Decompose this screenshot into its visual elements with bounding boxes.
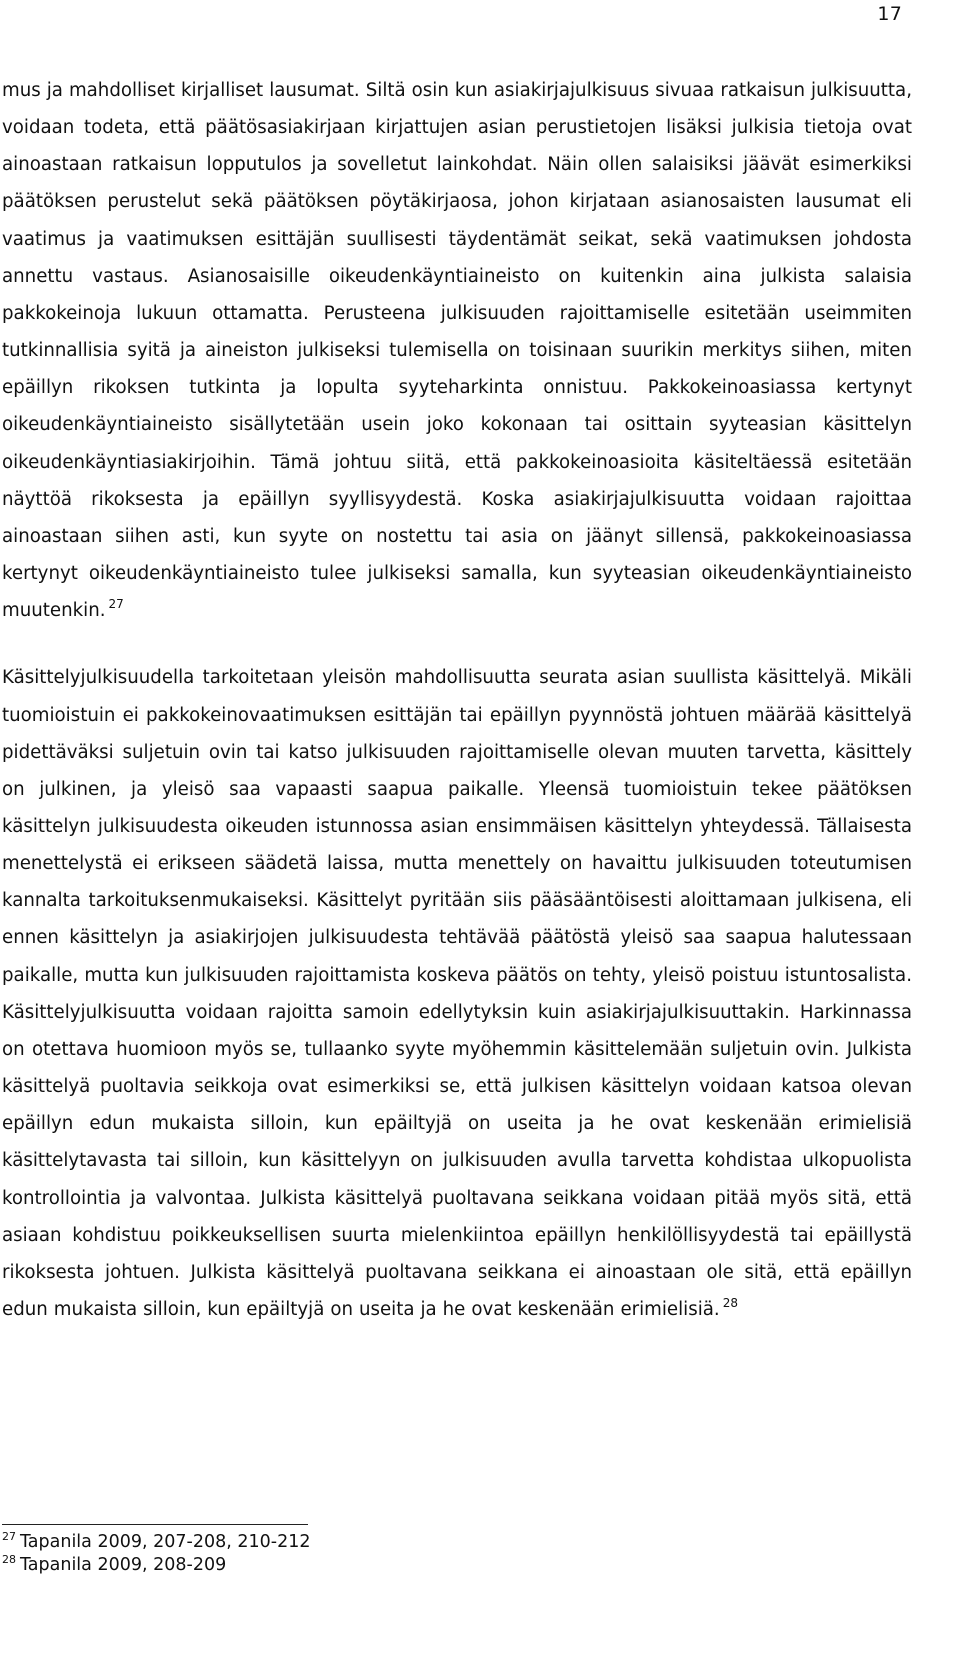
footnote-text: Tapanila 2009, 208-209	[20, 1555, 227, 1575]
footnote-28	[2, 1554, 702, 1577]
paragraph-2-text: Käsittelyjulkisuudella tarkoitetaan yleisön mahdollisuutta seurata asian suullista käsittelyä. Mikäli tuomioistuin ei pakkokeinovaatimuksen esittäjän tai epäillyn pyynnöstä johtuen määrää käsittelyä pidettäväksi suljetuin ovin tai katso julkisuuden rajoittamiselle olevan muuten tarvetta, käsittely on julkinen, ja yleisö saa vapaasti saapua paikalle. Yleensä tuomioistuin tekee päätöksen käsittelyn julkisuudesta oikeuden istunnossa asian ensimmäisen käsittelyn yhteydessä. Tällaisesta menettelystä ei erikseen säädetä laissa, mutta menettely on havaittu julkisuuden toteutumisen kannalta tarkoituksenmukaiseksi. Käsittelyt pyritään siis pääsääntöisesti aloittamaan julkisena, eli ennen käsittelyn ja asiakirjojen julkisuudesta tehtävää päätöstä yleisö saa saapua halutessaan paikalle, mutta kun julkisuuden rajoittamista koskeva päätös on tehty, yleisö poistuu istuntosalista. Käsittelyjulkisuutta voidaan rajoitta samoin edellytyksin kuin asiakirjajulkisuuttakin. Harkinnassa on otettava huomioon myös se, tullaanko syyte myöhemmin käsittelemään suljetuin ovin. Julkista käsittelyä puoltavia seikkoja ovat esimerkiksi se, että julkisen käsittelyn voidaan katsoa olevan epäillyn edun mukaista silloin, kun epäiltyjä on useita ja he ovat keskenään erimielisiä käsittelytavasta tai silloin, kun käsittelyyn on julkisuuden avulla tarvetta kohdistaa ulkopuolista kontrollointia ja valvontaa. Julkista käsittelyä puoltavana seikkana voidaan pitää myös sitä, että asiaan kohdistuu poikkeuksellisen suurta mielenkiintoa epäillyn henkilöllisyydestä tai epäillystä rikoksesta johtuen. Julkista käsittelyä puoltavana seikkana ei ainoastaan ole sitä, että epäillyn edun mukaista silloin, kun epäiltyjä on useita ja he ovat keskenään erimielisiä.	[2, 667, 912, 1320]
footnote-number: 28	[2, 1553, 16, 1566]
footnotes	[2, 1531, 702, 1577]
footnote-text: Tapanila 2009, 207-208, 210-212	[20, 1532, 311, 1552]
footnote-ref-27[interactable]: 27	[108, 597, 124, 612]
page-number: 17	[877, 3, 902, 25]
footnote-27	[2, 1531, 702, 1554]
footnote-ref-28[interactable]: 28	[722, 1296, 738, 1310]
paragraph-1-text: mus ja mahdolliset kirjalliset lausumat. Siltä osin kun asiakirjajulkisuus sivuaa ratkaisun julkisuutta, voidaan todeta, että päätösasiakirjaan kirjattujen asian perustietojen lisäksi julkisia tietoja ovat ainoastaan ratkaisun lopputulos ja sovelletut lainkohdat. Näin ollen salaisiksi jäävät esimerkiksi päätöksen perustelut sekä päätöksen pöytäkirjaosa, johon kirjataan asianosaisten lausumat eli vaatimus ja vaatimuksen esittäjän suullisesti täydentämät seikat, sekä vaatimuksen johdosta annettu vastaus. Asianosaisille oikeudenkäyntiaineisto on kuitenkin aina julkista salaisia pakkokeinoja lukuun ottamatta. Perusteena julkisuuden rajoittamiselle esitetään useimmiten tutkinnallisia syitä ja aineiston julkiseksi tulemisella on toisinaan suurikin merkitys siihen, miten epäillyn rikoksen tutkinta ja lopulta syyteharkinta onnistuu. Pakkokeinoasiassa kertynyt oikeudenkäyntiaineisto sisällytetään usein joko kokonaan tai osittain syyteasian käsittelyn oikeudenkäyntiasiakirjoihin. Tämä johtuu siitä, että pakkokeinoasioita käsiteltäessä esitetään näyttöä rikoksesta ja epäillyn syyllisyydestä. Koska asiakirjajulkisuutta voidaan rajoittaa ainoastaan siihen asti, kun syyte on nostettu tai asia on jäänyt sillensä, pakkokeinoasiassa kertynyt oikeudenkäyntiaineisto tulee julkiseksi samalla, kun syyteasian oikeudenkäyntiaineisto muutenkin.	[2, 80, 912, 622]
footnote-separator	[2, 1524, 308, 1525]
footnote-number: 27	[2, 1530, 16, 1543]
paragraph-1	[2, 72, 912, 629]
body-text	[2, 72, 912, 1328]
paragraph-2	[2, 659, 912, 1328]
